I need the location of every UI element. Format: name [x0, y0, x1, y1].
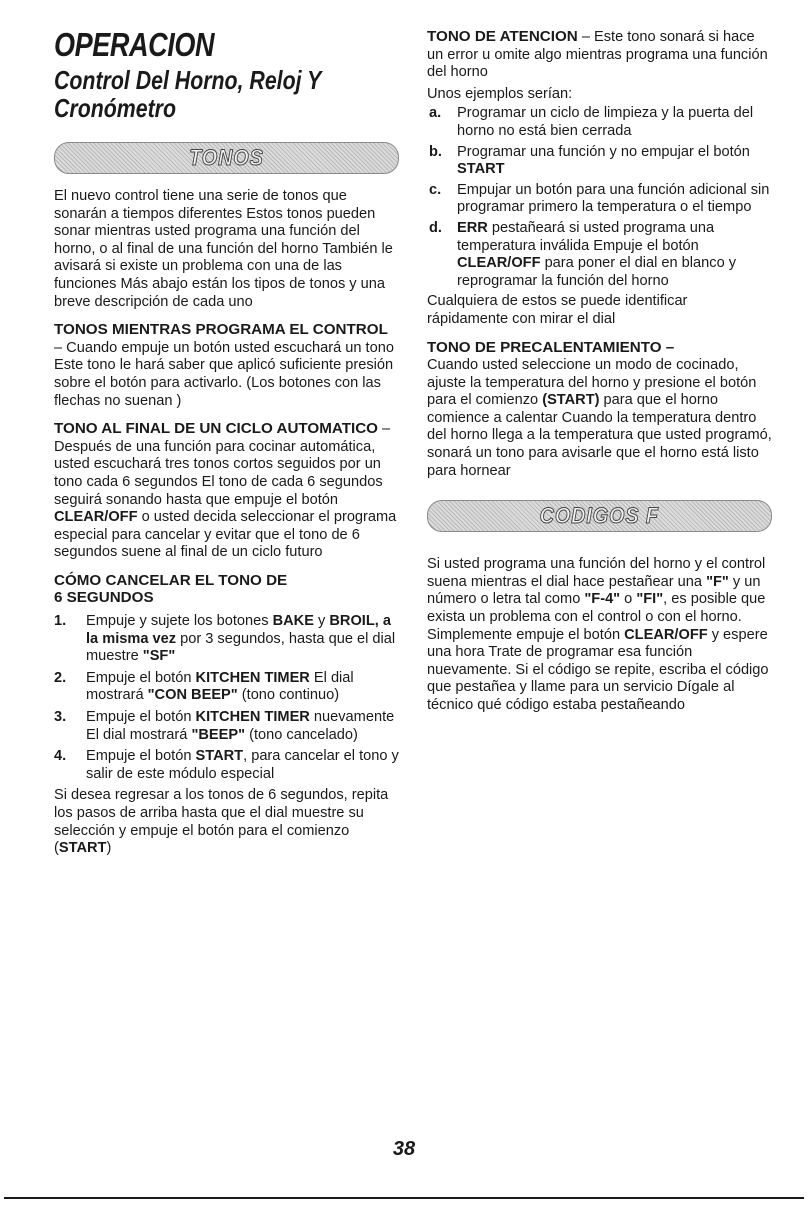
codigos-bold: "F"	[706, 573, 729, 590]
start-label: START	[58, 840, 107, 857]
step-text: Empuje y sujete los botones	[86, 613, 273, 630]
section-subtitle-line-1: Control Del Horno, Reloj Y	[54, 65, 322, 95]
step-text: nuevamente El dial mostrará	[86, 709, 395, 743]
codigos-bold: CLEAR/OFF	[624, 626, 708, 643]
example-letter: d.	[429, 219, 442, 236]
tonos-banner-label: TONOS	[189, 145, 264, 170]
codigos-text: Si usted programa una función del horno y el control suena mientras el dial hace pestañear una	[427, 556, 766, 590]
step-bold: BAKE	[272, 613, 314, 630]
closing-text: )	[106, 840, 112, 857]
tono-final-heading: TONO AL FINAL DE UN CICLO AUTOMATICO	[54, 420, 378, 438]
codigos-bold: "FI"	[636, 591, 664, 608]
precalentamiento-heading: TONO DE PRECALENTAMIENTO	[427, 338, 662, 356]
tonos-programa-heading: TONOS MIENTRAS PROGRAMA EL CONTROL	[54, 321, 388, 339]
tono-atencion-heading: TONO DE ATENCION	[427, 28, 578, 45]
precalentamiento-dash: –	[661, 338, 675, 356]
codigos-text: y un número o letra tal como	[427, 573, 761, 608]
example-letter: b.	[429, 143, 442, 160]
tonos-programa-text: – Cuando empuje un botón usted escuchará un tono Este tono le hará saber que aplicó suficiente presión sobre el botón para activarlo. (Los botones con las flechas no suenan )	[54, 339, 394, 409]
example-text: para poner el dial en blanco y reprogramar la función del horno	[457, 255, 737, 289]
step-number: 4.	[54, 748, 67, 765]
start-label: (START)	[542, 392, 600, 409]
step-item	[54, 613, 399, 666]
precalentamiento-paragraph	[427, 339, 772, 481]
step-text: , para cancelar el tono y salir de este módulo especial	[86, 748, 399, 782]
example-text: pestañeará si usted programa una temperatura inválida Empuje el botón	[457, 219, 715, 254]
step-text: por 3 segundos, hasta que el dial muestre	[86, 630, 396, 665]
cancelar-heading-line-1: CÓMO CANCELAR EL TONO DE	[54, 571, 288, 589]
example-text: Empujar un botón para una función adicional sin programar primero la temperatura o el tiempo	[457, 181, 770, 216]
step-bold: "BEEP"	[191, 726, 246, 743]
step-bold: "CON BEEP"	[147, 687, 238, 704]
codigos-text: , es posible que exista un problema con el control o con el horno. Simplemente empuje el botón	[427, 591, 766, 643]
step-item	[54, 670, 399, 705]
left-column	[54, 28, 399, 858]
step-bold: KITCHEN TIMER	[195, 669, 310, 686]
step-number: 2.	[54, 669, 67, 686]
tono-final-text-a: – Después de una función para cocinar automática, usted escuchará tres tonos cortos seguidos por un tono cada 6 segundos El tono de cada 6 segundos seguirá sonando hasta que empuje el botón	[54, 421, 391, 508]
tono-final-text-b: o usted decida seleccionar el programa especial para cancelar y evitar que el tono de 6 segundos suene al final de un ciclo futuro	[54, 509, 397, 561]
step-text: y	[313, 613, 330, 630]
codigos-text: y espere una hora Trate de programar esa función nuevamente. Si el código se repite, escriba el código que pestañea y llame para un servicio Dígale al técnico qué código estaba pestañeando	[427, 626, 769, 713]
tono-atencion-paragraph	[427, 28, 772, 82]
tonos-banner	[54, 142, 399, 174]
example-letter: c.	[429, 181, 442, 198]
example-text: Programar un ciclo de limpieza y la puerta del horno no está bien cerrada	[457, 105, 754, 139]
step-number: 3.	[54, 709, 67, 726]
right-column	[427, 28, 772, 715]
example-text: Programar una función y no empujar el botón	[457, 143, 750, 160]
examples-list	[427, 105, 772, 290]
clear-off-label: CLEAR/OFF	[54, 509, 138, 526]
example-item	[427, 105, 772, 140]
tono-atencion-closing: Cualquiera de estos se puede identificar rápidamente con mirar el dial	[427, 293, 688, 327]
example-bold: START	[457, 161, 505, 178]
closing-text: Si desea regresar a los tonos de 6 segundos, repita los pasos de arriba hasta que el dial muestre su selección y empuje el botón para el comienzo (	[54, 787, 389, 857]
precalentamiento-text: Cuando usted seleccione un modo de cocinado, ajuste la temperatura del horno y presione el botón para el comienzo	[427, 357, 757, 409]
page-number: 38	[392, 1138, 416, 1160]
step-item	[54, 709, 399, 744]
cancelar-steps-list	[54, 613, 399, 783]
cancelar-closing-paragraph	[54, 787, 399, 857]
step-number: 1.	[54, 613, 67, 630]
tono-final-paragraph	[54, 420, 399, 562]
cancelar-section	[54, 572, 399, 858]
section-subtitle-line-2: Cronómetro	[54, 93, 177, 123]
step-text: (tono cancelado)	[245, 726, 358, 743]
step-bold: START	[195, 748, 244, 765]
codigos-text: o	[620, 591, 637, 608]
codigos-paragraph	[427, 556, 772, 714]
bottom-rule	[4, 1197, 804, 1199]
step-text: Empuje el botón	[86, 669, 196, 686]
intro-paragraph: El nuevo control tiene una serie de tonos que sonarán a tiempos diferentes Estos tonos pueden sonar mientras usted programa una función del horno, o al final de una función del horno También le avisará si existe un problema con una de las funciones Más abajo están los tipos de tonos y una breve descripción de cada uno	[54, 188, 393, 310]
cancelar-heading-line-2: 6 SEGUNDOS	[54, 589, 154, 607]
page-title: OPERACION	[54, 26, 215, 63]
examples-intro: Unos ejemplos serían:	[427, 85, 573, 102]
step-text: El dial mostrará	[86, 669, 354, 704]
example-item	[427, 182, 772, 217]
example-letter: a.	[429, 105, 442, 122]
example-item	[427, 220, 772, 290]
codigos-banner-label: CODIGOS F	[539, 503, 660, 529]
step-item	[54, 748, 399, 783]
tono-atencion-text: – Este tono sonará si hace un error u omite algo mientras programa una función del horno	[427, 29, 768, 81]
step-text: (tono continuo)	[237, 687, 340, 704]
step-text: Empuje el botón	[86, 748, 196, 765]
step-bold: BROIL, a la misma vez	[86, 613, 391, 647]
example-bold: CLEAR/OFF	[457, 255, 541, 272]
tonos-programa-paragraph	[54, 321, 399, 410]
codigos-banner	[427, 500, 772, 532]
step-text: Empuje el botón	[86, 709, 196, 726]
codigos-bold: "F-4"	[584, 591, 621, 608]
step-bold: KITCHEN TIMER	[195, 709, 310, 726]
example-bold: ERR	[457, 219, 488, 236]
step-bold: "SF"	[142, 648, 176, 665]
example-item	[427, 144, 772, 179]
precalentamiento-text: para que el horno comience a calentar Cuando la temperatura dentro del horno llega a la temperatura que usted programó, sonará un tono para avisarle que el horno está listo para hornear	[427, 392, 772, 479]
